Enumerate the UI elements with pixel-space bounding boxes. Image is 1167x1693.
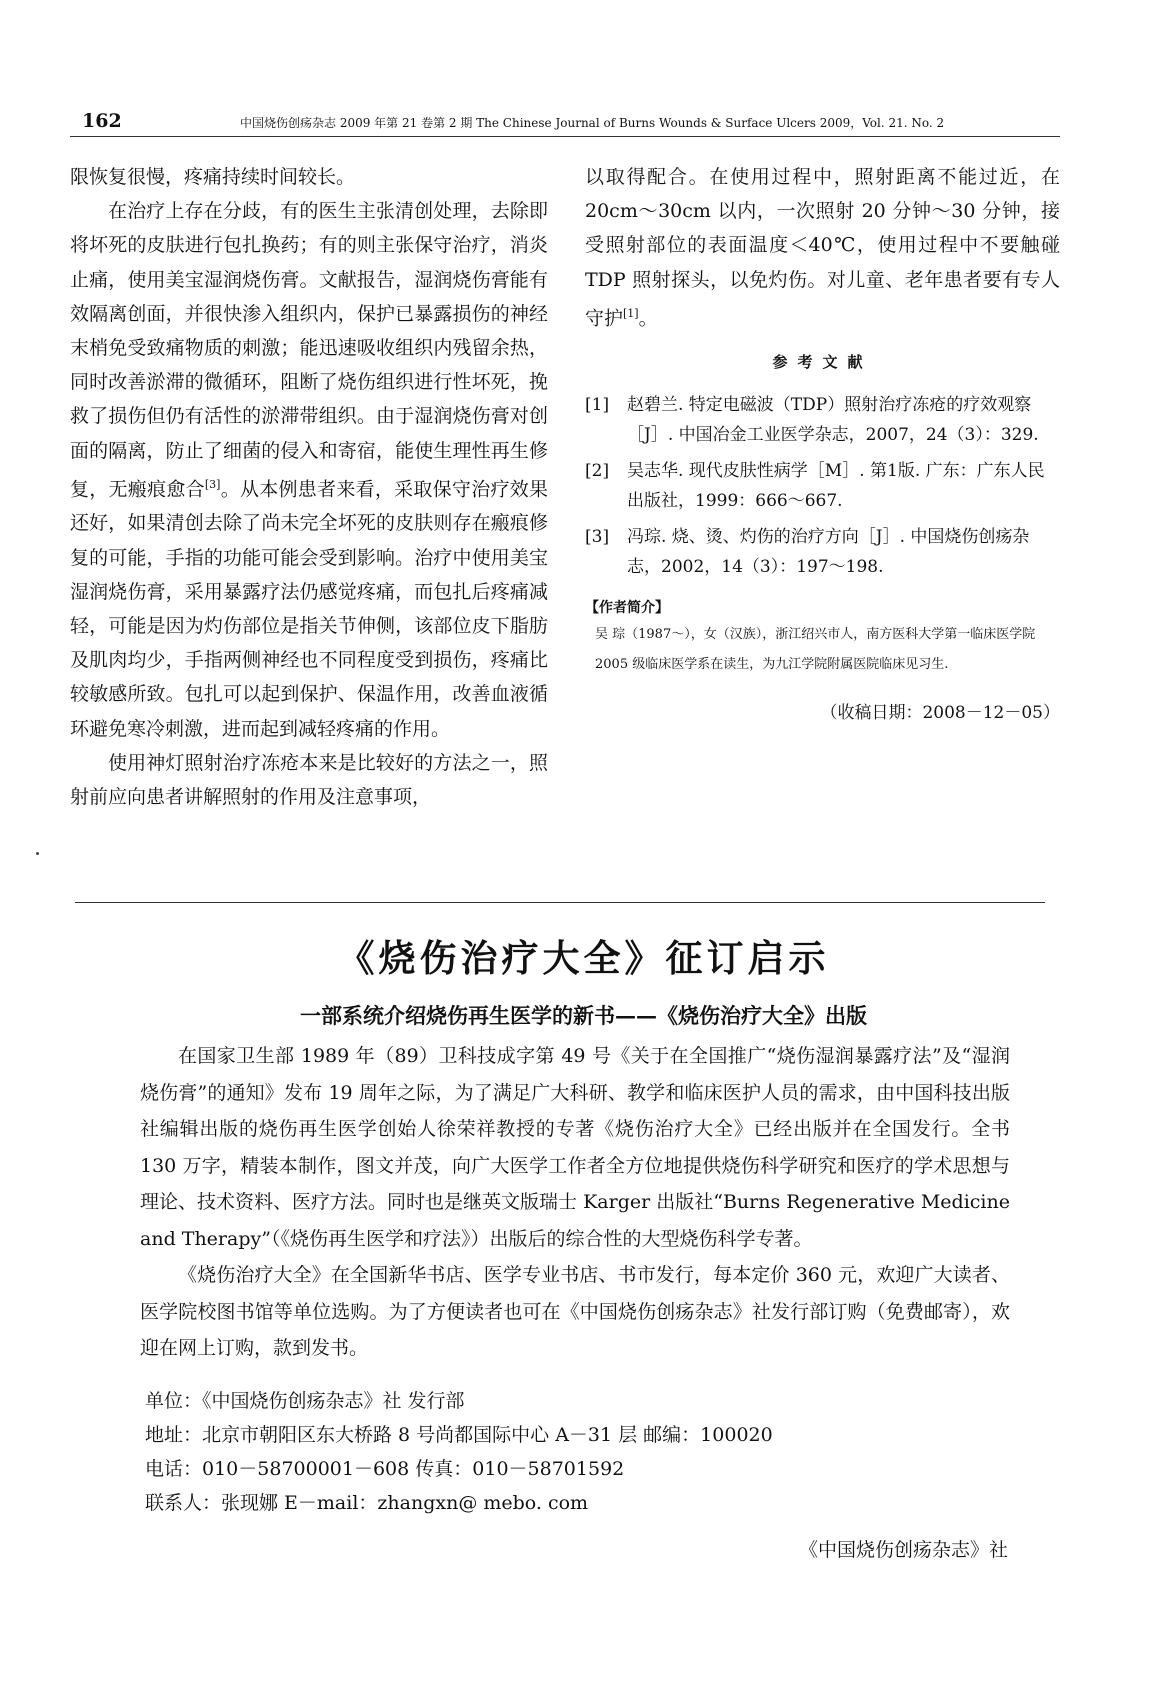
reference-number: [3] bbox=[585, 526, 610, 547]
contact-address: 地址：北京市朝阳区东大桥路 8 号尚都国际中心 A－31 层 邮编：100020 bbox=[145, 1424, 773, 1446]
notice-paragraph: 《烧伤治疗大全》在全国新华书店、医学专业书店、书市发行，每本定价 360 元，欢迎广大读者、医学院校图书馆等单位选购。为了方便读者也可在《中国烧伤创疡杂志》社发行部订购（免费邮寄），欢迎在网上订购，款到发书。 bbox=[140, 1264, 1010, 1359]
contact-phone: 电话：010－58700001－608 传真：010－58701592 bbox=[145, 1458, 625, 1480]
received-date: （收稿日期：2008－12－05） bbox=[820, 702, 1060, 723]
citation-1: [1] bbox=[623, 306, 639, 320]
journal-citation-line: 中国烧伤创疡杂志 2009 年第 21 卷第 2 期 The Chinese Journal of Burns Wounds & Surface Ulcers 2009，Vol. 21. No. 2 bbox=[240, 116, 945, 130]
reference-item bbox=[585, 390, 1060, 450]
reference-text: 赵碧兰. 特定电磁波（TDP）照射治疗冻疮的疗效观察［J］. 中国冶金工业医学杂志，2007，24（3）：329. bbox=[627, 394, 1039, 445]
paragraph-discussion bbox=[70, 194, 548, 746]
reference-number: [1] bbox=[585, 394, 610, 415]
paragraph-text: 。从本例患者来看，采取保守治疗效果还好，如果清创去除了尚未完全坏死的皮肤则存在瘢痕修复的可能，手指的功能可能会受到影响。治疗中使用美宝湿润烧伤膏，采用暴露疗法仍感觉疼痛，而包扎后疼痛减轻，可能是因为灼伤部位是指关节伸侧，该部位皮下脂肪及肌肉均少，手指两侧神经也不同程度受到损伤，疼痛比较敏感所致。包扎可以起到保护、保温作用，改善血液循环避免寒冷刺激，进而起到减轻疼痛的作用。 bbox=[70, 478, 548, 740]
reference-number: [2] bbox=[585, 460, 610, 481]
running-header bbox=[70, 110, 1060, 137]
section-divider bbox=[75, 902, 1045, 903]
citation-3: [3] bbox=[204, 477, 221, 491]
reference-item bbox=[585, 522, 1060, 582]
contact-unit: 单位：《中国烧伤创疡杂志》社 发行部 bbox=[145, 1390, 465, 1412]
author-bio: 吴 琮（1987～），女（汉族），浙江绍兴市人，南方医科大学第一临床医学院 2005 级临床医学系在读生，为九江学院附属医院临床见习生. bbox=[595, 626, 1036, 672]
references-heading: 参考文献 bbox=[772, 353, 873, 372]
page-number: 162 bbox=[82, 110, 122, 132]
scan-speck bbox=[36, 852, 39, 855]
paragraph-lamp-therapy: 使用神灯照射治疗冻疮本来是比较好的方法之一，照射前应向患者讲解照射的作用及注意事项， bbox=[70, 751, 548, 808]
reference-text: 吴志华. 现代皮肤性病学［M］. 第1版. 广东：广东人民出版社，1999：666～667. bbox=[627, 460, 1045, 511]
paragraph-continuation: 限恢复很慢，疼痛持续时间较长。 bbox=[70, 166, 356, 188]
paragraph-end: 。 bbox=[638, 307, 658, 330]
notice-signature: 《中国烧伤创疡杂志》社 bbox=[798, 1539, 1008, 1561]
left-column bbox=[70, 160, 548, 814]
contact-person: 联系人：张现娜 E－mail：zhangxn@ mebo. com bbox=[145, 1492, 589, 1514]
author-bio-heading: 【作者简介】 bbox=[585, 599, 669, 616]
paragraph-continuation bbox=[585, 160, 1060, 335]
contact-block bbox=[145, 1384, 773, 1520]
reference-text: 冯琮. 烧、烫、灼伤的治疗方向［J］. 中国烧伤创疡杂志，2002，14（3）：197～198. bbox=[627, 526, 1030, 577]
right-column bbox=[585, 160, 1060, 730]
notice-body bbox=[140, 1038, 1010, 1367]
notice-subtitle: 一部系统介绍烧伤再生医学的新书——《烧伤治疗大全》出版 bbox=[300, 1003, 867, 1028]
notice-paragraph: 在国家卫生部 1989 年（89）卫科技成字第 49 号《关于在全国推广“烧伤湿润暴露疗法”及“湿润烧伤膏”的通知》发布 19 周年之际，为了满足广大科研、教学和临床医护人员的需求，由中国科技出版社编辑出版的烧伤再生医学创始人徐荣祥教授的专著《烧伤治疗大全》已经出版并在全国发行。全书 130 万字，精装本制作，图文并茂，向广大医学工作者全方位地提供烧伤科学研究和医疗的学术思想与理论、技术资料、医疗方法。同时也是继英文版瑞士 Karger 出版社“Burns Regenerative Medicine and Therapy”（《烧伤再生医学和疗法》）出版后的综合性的大型烧伤科学专著。 bbox=[140, 1045, 1010, 1250]
reference-item bbox=[585, 456, 1060, 516]
paragraph-text: 以取得配合。在使用过程中，照射距离不能过近，在 20cm～30cm 以内，一次照射 20 分钟～30 分钟，接受照射部位的表面温度＜40℃，使用过程中不要触碰 TDP 照射探头，以免灼伤。对儿童、老年患者要有专人守护 bbox=[585, 166, 1060, 330]
paragraph-text: 在治疗上存在分歧，有的医生主张清创处理，去除即将坏死的皮肤进行包扎换药；有的则主张保守治疗，消炎止痛，使用美宝湿润烧伤膏。文献报告，湿润烧伤膏能有效隔离创面，并很快渗入组织内，保护已暴露损伤的神经末梢免受致痛物质的刺激；能迅速吸收组织内残留余热，同时改善淤滞的微循环，阻断了烧伤组织进行性坏死，挽救了损伤但仍有活性的淤滞带组织。由于湿润烧伤膏对创面的隔离，防止了细菌的侵入和寄宿，能使生理性再生修复，无瘢痕愈合 bbox=[70, 200, 548, 501]
notice-title: 《烧伤治疗大全》征订启示 bbox=[337, 937, 830, 980]
